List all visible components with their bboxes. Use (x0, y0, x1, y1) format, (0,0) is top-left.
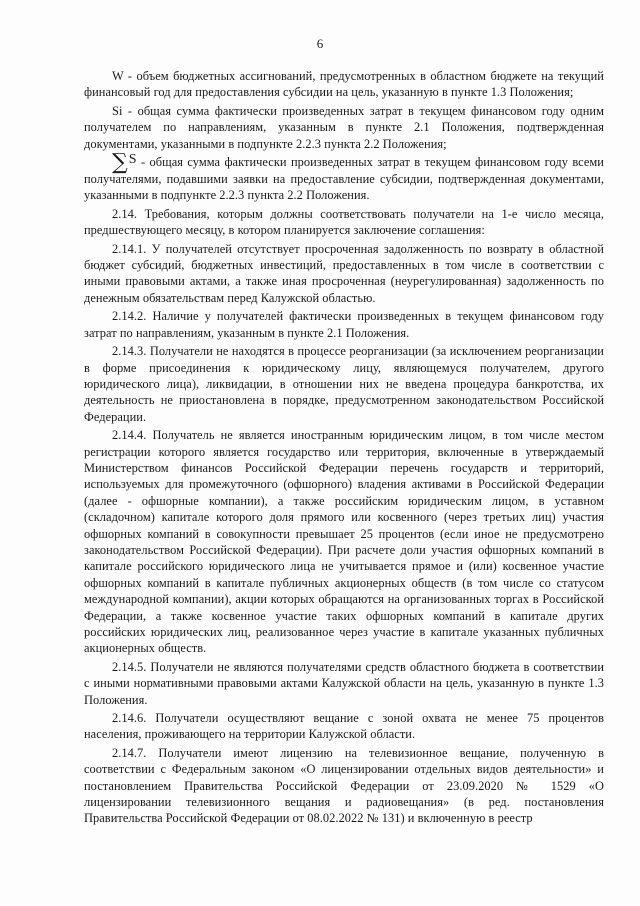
paragraph-2-14-6: 2.14.6. Получатели осуществляют вещание с зоной охвата не менее 75 процентов населения, проживающего на территории Калужской области. (84, 711, 604, 742)
paragraph-w-definition: W - объем бюджетных ассигнований, предусмотренных в областном бюджете на текущий финансовый год для предоставления субсидии на цель, указанную в пункте 1.3 Положения; (84, 69, 604, 100)
paragraph-2-14-3: 2.14.3. Получатели не находятся в процессе реорганизации (за исключением реорганизации в форме присоединения к юридическому лицу, являющемуся получателем, другого юридического лица), ликвидации, в отношении них не введена процедура банкротства, их деятельность не приостановлена в порядке, предусмотренном законодательством Российской Федерации. (84, 344, 604, 424)
paragraph-2-14-1: 2.14.1. У получателей отсутствует просроченная задолженность по возврату в областной бюджет субсидий, бюджетных инвестиций, предоставленных в том числе в соответствии с иными правовыми актами, а также иная просроченная (неурегулированная) задолженность по денежным обязательствам перед Калужской областью. (84, 241, 604, 305)
sigma-symbol: ∑ (112, 150, 128, 176)
page-number: 6 (316, 36, 324, 51)
document-body (84, 68, 604, 827)
paragraph-sum-definition (84, 152, 604, 204)
paragraph-2-14-4: 2.14.4. Получатель не является иностранным юридическим лицом, в том числе местом регистрации которого является государство или территория, включенные в утверждаемый Министерством финансов Российской Федерации перечень государств и территорий, используемых для промежуточного (офшорного) владения активами в Российской Федерации (далее - офшорные компании), а также российским юридическим лицом, в уставном (складочном) капитале которого доля прямого или косвенного (через третьих лиц) участия офшорных компаний в совокупности превышает 25 процентов (если иное не предусмотрено законодательством Российской Федерации). При расчете доли участия офшорных компаний в капитале российского юридического лица не учитывается прямое и (или) косвенное участие офшорных компаний в капитале публичных акционерных обществ (в том числе со статусом международной компании), акции которых обращаются на организованных торгах в Российской Федерации, а также косвенное участие таких офшорных компаний в капитале других российских юридических лиц, реализованное через участие в капитале указанных публичных акционерных обществ. (84, 428, 604, 656)
paragraph-si-definition: Si - общая сумма фактически произведенных затрат в текущем финансовом году одним получателем по направлениям, указанным в пункте 2.1 Положения, подтвержденная документами, указанными в подпункте 2.2.3 пункта 2.2 Положения; (84, 103, 604, 151)
paragraph-2-14: 2.14. Требования, которым должны соответствовать получатели на 1-е число месяца, предшествующего месяцу, в котором планируется заключение соглашения: (84, 206, 604, 238)
paragraph-2-14-2: 2.14.2. Наличие у получателей фактически произведенных в текущем финансовом году затрат по направлениям, указанным в пункте 2.1 Положения. (84, 309, 604, 340)
sigma-text: - общая сумма фактически произведенных затрат в текущем финансовом году всеми получателями, подавшими заявки на предоставление субсидии, подтвержденная документами, указанными в подпункте 2.2.3 пункта 2.2 Положения. (84, 155, 604, 203)
sigma-letter: S (128, 152, 137, 168)
paragraph-2-14-5: 2.14.5. Получатели не являются получателями средств областного бюджета в соответствии с иными нормативными правовыми актами Калужской области на цель, указанную в пункте 1.3 Положения. (84, 659, 604, 707)
paragraph-2-14-7: 2.14.7. Получатели имеют лицензию на телевизионное вещание, полученную в соответствии с Федеральным законом «О лицензировании отдельных видов деятельности» и постановлением Правительства Российской Федерации от 23.09.2020 № 1529 «О лицензировании телевизионного вещания и радиовещания» (в ред. постановления Правительства Российской Федерации от 08.02.2022 № 131) и включенную в реестр (84, 745, 604, 826)
